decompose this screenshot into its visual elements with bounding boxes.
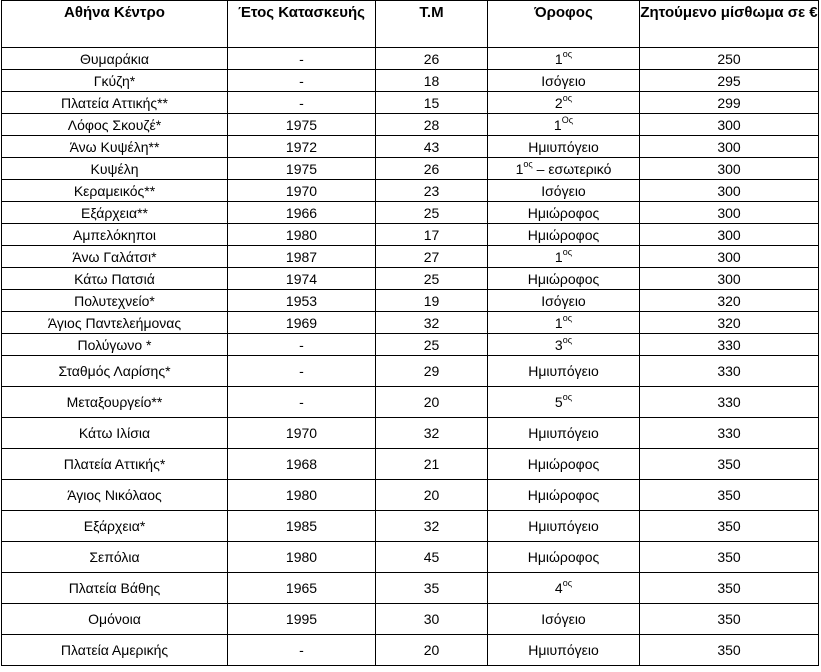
cell-floor bbox=[488, 92, 640, 114]
cell-year: 1985 bbox=[228, 511, 376, 542]
cell-sqm: 29 bbox=[376, 356, 488, 387]
cell-rent: 300 bbox=[640, 180, 819, 202]
cell-year: 1980 bbox=[228, 224, 376, 246]
cell-year: 1972 bbox=[228, 136, 376, 158]
table-row bbox=[2, 268, 819, 290]
cell-floor bbox=[488, 387, 640, 418]
floor-value: 2 bbox=[554, 94, 563, 111]
cell-year: 1965 bbox=[228, 573, 376, 604]
cell-rent: 350 bbox=[640, 480, 819, 511]
cell-rent: 350 bbox=[640, 573, 819, 604]
floor-value: Ημιώροφος bbox=[527, 226, 600, 243]
cell-rent: 330 bbox=[640, 418, 819, 449]
floor-value: 5 bbox=[554, 394, 563, 410]
cell-year: 1966 bbox=[228, 202, 376, 224]
cell-rent: 330 bbox=[640, 334, 819, 356]
floor-ordinal: ος bbox=[523, 158, 533, 169]
floor-suffix: – εσωτερικό bbox=[532, 160, 612, 177]
floor-ordinal: ος bbox=[562, 578, 573, 589]
cell-sqm: 35 bbox=[376, 573, 488, 604]
cell-area: Γκύζη* bbox=[2, 70, 228, 92]
floor-value: Ημιώροφος bbox=[527, 487, 600, 503]
cell-rent: 295 bbox=[640, 70, 819, 92]
floor-value: 1 bbox=[554, 314, 563, 331]
cell-sqm: 17 bbox=[376, 224, 488, 246]
cell-area: Πλατεία Αττικής* bbox=[2, 449, 228, 480]
cell-sqm: 27 bbox=[376, 246, 488, 268]
cell-area: Άνω Κυψέλη** bbox=[2, 136, 228, 158]
floor-value: 1 bbox=[554, 248, 563, 265]
cell-area: Εξάρχεια* bbox=[2, 511, 228, 542]
cell-area: Αμπελόκηποι bbox=[2, 224, 228, 246]
floor-value: 3 bbox=[554, 336, 563, 353]
table-row bbox=[2, 136, 819, 158]
cell-sqm: 26 bbox=[376, 48, 488, 70]
cell-floor bbox=[488, 158, 640, 180]
cell-rent: 300 bbox=[640, 136, 819, 158]
cell-rent: 330 bbox=[640, 387, 819, 418]
floor-value: Ημιυπόγειο bbox=[528, 642, 599, 658]
floor-value: Ημιυπόγειο bbox=[528, 425, 599, 441]
cell-sqm: 19 bbox=[376, 290, 488, 312]
cell-area: Μεταξουργείο** bbox=[2, 387, 228, 418]
cell-sqm: 30 bbox=[376, 604, 488, 635]
table-row bbox=[2, 334, 819, 356]
cell-year: 1974 bbox=[228, 268, 376, 290]
cell-sqm: 20 bbox=[376, 635, 488, 666]
cell-sqm: 26 bbox=[376, 158, 488, 180]
cell-floor bbox=[488, 604, 640, 635]
rentals-table bbox=[1, 0, 819, 666]
floor-ordinal: ος bbox=[562, 392, 573, 403]
floor-value: Ημιυπόγειο bbox=[528, 363, 599, 379]
cell-year: - bbox=[228, 92, 376, 114]
cell-sqm: 25 bbox=[376, 334, 488, 356]
cell-area: Άγιος Νικόλαος bbox=[2, 480, 228, 511]
floor-value: Ισόγειο bbox=[541, 182, 586, 199]
floor-value: 1 bbox=[553, 116, 562, 133]
table-row bbox=[2, 70, 819, 92]
cell-sqm: 20 bbox=[376, 480, 488, 511]
cell-floor bbox=[488, 449, 640, 480]
cell-rent: 320 bbox=[640, 290, 819, 312]
cell-floor bbox=[488, 511, 640, 542]
cell-floor bbox=[488, 268, 640, 290]
cell-year: 1975 bbox=[228, 158, 376, 180]
floor-value: 1 bbox=[554, 50, 563, 67]
cell-rent: 300 bbox=[640, 224, 819, 246]
cell-floor bbox=[488, 136, 640, 158]
cell-sqm: 45 bbox=[376, 542, 488, 573]
table-row bbox=[2, 158, 819, 180]
cell-floor bbox=[488, 334, 640, 356]
cell-rent: 300 bbox=[640, 114, 819, 136]
cell-area: Θυμαράκια bbox=[2, 48, 228, 70]
cell-area: Κάτω Ιλίσια bbox=[2, 418, 228, 449]
floor-ordinal: ος bbox=[562, 48, 573, 59]
cell-area: Κάτω Πατσιά bbox=[2, 268, 228, 290]
cell-area: Εξάρχεια** bbox=[2, 202, 228, 224]
floor-value: 1 bbox=[515, 160, 524, 177]
floor-value: Ημιυπόγειο bbox=[528, 518, 599, 534]
table-row bbox=[2, 418, 819, 449]
cell-floor bbox=[488, 480, 640, 511]
cell-year: 1975 bbox=[228, 114, 376, 136]
cell-area: Πολυτεχνείο* bbox=[2, 290, 228, 312]
table-row bbox=[2, 635, 819, 666]
cell-year: 1980 bbox=[228, 542, 376, 573]
cell-rent: 350 bbox=[640, 511, 819, 542]
cell-year: 1970 bbox=[228, 180, 376, 202]
cell-year: 1953 bbox=[228, 290, 376, 312]
table-row bbox=[2, 202, 819, 224]
cell-rent: 300 bbox=[640, 246, 819, 268]
cell-sqm: 43 bbox=[376, 136, 488, 158]
cell-floor bbox=[488, 290, 640, 312]
cell-sqm: 32 bbox=[376, 312, 488, 334]
cell-area: Κυψέλη bbox=[2, 158, 228, 180]
table-body bbox=[2, 48, 819, 666]
floor-ordinal: ος bbox=[562, 92, 573, 103]
table-row bbox=[2, 92, 819, 114]
table-row bbox=[2, 449, 819, 480]
cell-area: Κεραμεικός** bbox=[2, 180, 228, 202]
floor-value: Ισόγειο bbox=[541, 292, 586, 309]
cell-year: 1968 bbox=[228, 449, 376, 480]
cell-year: - bbox=[228, 356, 376, 387]
cell-floor bbox=[488, 224, 640, 246]
cell-rent: 250 bbox=[640, 48, 819, 70]
cell-floor bbox=[488, 246, 640, 268]
floor-value: Ημιώροφος bbox=[527, 456, 600, 472]
cell-rent: 350 bbox=[640, 635, 819, 666]
cell-floor bbox=[488, 635, 640, 666]
header-row bbox=[2, 1, 819, 48]
cell-sqm: 32 bbox=[376, 418, 488, 449]
cell-area: Σταθμός Λαρίσης* bbox=[2, 356, 228, 387]
cell-rent: 300 bbox=[640, 268, 819, 290]
cell-rent: 350 bbox=[640, 449, 819, 480]
cell-year: 1987 bbox=[228, 246, 376, 268]
table-row bbox=[2, 573, 819, 604]
table-row bbox=[2, 480, 819, 511]
floor-value: Ισόγειο bbox=[541, 611, 586, 627]
cell-sqm: 21 bbox=[376, 449, 488, 480]
cell-floor bbox=[488, 70, 640, 92]
cell-year: 1980 bbox=[228, 480, 376, 511]
table-row bbox=[2, 604, 819, 635]
table-row bbox=[2, 356, 819, 387]
cell-year: 1969 bbox=[228, 312, 376, 334]
cell-area: Πλατεία Αμερικής bbox=[2, 635, 228, 666]
cell-floor bbox=[488, 356, 640, 387]
cell-year: - bbox=[228, 48, 376, 70]
cell-sqm: 23 bbox=[376, 180, 488, 202]
floor-ordinal: ος bbox=[562, 334, 573, 345]
cell-rent: 330 bbox=[640, 356, 819, 387]
cell-rent: 299 bbox=[640, 92, 819, 114]
floor-ordinal: ος bbox=[562, 246, 573, 257]
floor-ordinal: Ος bbox=[561, 114, 574, 125]
table-row bbox=[2, 511, 819, 542]
table-row bbox=[2, 290, 819, 312]
table-row bbox=[2, 114, 819, 136]
table-row bbox=[2, 312, 819, 334]
table-row bbox=[2, 48, 819, 70]
table-row bbox=[2, 180, 819, 202]
cell-floor bbox=[488, 180, 640, 202]
cell-floor bbox=[488, 573, 640, 604]
cell-year: - bbox=[228, 635, 376, 666]
cell-floor bbox=[488, 542, 640, 573]
floor-value: Ισόγειο bbox=[541, 72, 586, 89]
cell-sqm: 25 bbox=[376, 202, 488, 224]
cell-rent: 350 bbox=[640, 542, 819, 573]
cell-area: Λόφος Σκουζέ* bbox=[2, 114, 228, 136]
cell-sqm: 20 bbox=[376, 387, 488, 418]
header-year: Έτος Κατασκευής bbox=[228, 1, 376, 48]
header-rent: Ζητούμενο μίσθωμα σε € bbox=[640, 1, 819, 48]
header-floor: Όροφος bbox=[488, 1, 640, 48]
cell-area: Άνω Γαλάτσι* bbox=[2, 246, 228, 268]
cell-year: - bbox=[228, 334, 376, 356]
floor-ordinal: ος bbox=[562, 312, 573, 323]
cell-rent: 320 bbox=[640, 312, 819, 334]
floor-value: Ημιώροφος bbox=[527, 270, 600, 287]
floor-value: 4 bbox=[554, 580, 563, 596]
cell-sqm: 18 bbox=[376, 70, 488, 92]
cell-floor bbox=[488, 48, 640, 70]
cell-rent: 300 bbox=[640, 158, 819, 180]
header-sqm: Τ.Μ bbox=[376, 1, 488, 48]
cell-area: Σεπόλια bbox=[2, 542, 228, 573]
cell-year: 1995 bbox=[228, 604, 376, 635]
cell-floor bbox=[488, 202, 640, 224]
floor-value: Ημιώροφος bbox=[527, 549, 600, 565]
floor-value: Ημιυπόγειο bbox=[528, 138, 599, 155]
cell-area: Πλατεία Βάθης bbox=[2, 573, 228, 604]
cell-floor bbox=[488, 418, 640, 449]
table-row bbox=[2, 224, 819, 246]
table-row bbox=[2, 542, 819, 573]
cell-floor bbox=[488, 114, 640, 136]
table-row bbox=[2, 246, 819, 268]
cell-area: Πλατεία Αττικής** bbox=[2, 92, 228, 114]
cell-sqm: 32 bbox=[376, 511, 488, 542]
cell-year: - bbox=[228, 70, 376, 92]
cell-year: 1970 bbox=[228, 418, 376, 449]
cell-floor bbox=[488, 312, 640, 334]
cell-rent: 300 bbox=[640, 202, 819, 224]
table-row bbox=[2, 387, 819, 418]
cell-year: - bbox=[228, 387, 376, 418]
cell-sqm: 25 bbox=[376, 268, 488, 290]
floor-value: Ημιώροφος bbox=[527, 204, 600, 221]
cell-sqm: 28 bbox=[376, 114, 488, 136]
cell-area: Άγιος Παντελεήμονας bbox=[2, 312, 228, 334]
header-area: Αθήνα Κέντρο bbox=[2, 1, 228, 48]
cell-rent: 350 bbox=[640, 604, 819, 635]
cell-area: Πολύγωνο * bbox=[2, 334, 228, 356]
cell-sqm: 15 bbox=[376, 92, 488, 114]
cell-area: Ομόνοια bbox=[2, 604, 228, 635]
